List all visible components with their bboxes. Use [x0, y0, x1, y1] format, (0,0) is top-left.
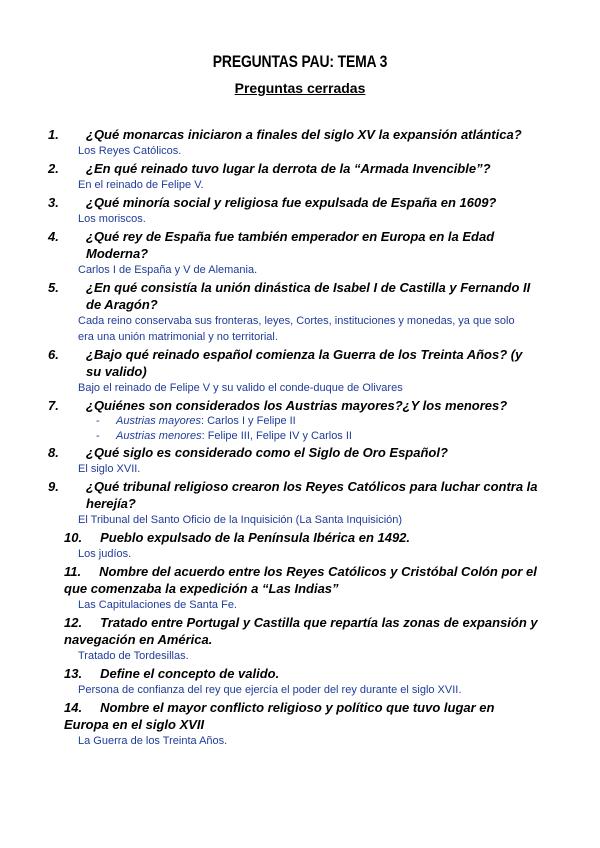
answer-7-item-1: - Austrias mayores: Carlos I y Felipe II — [96, 415, 296, 427]
question-3: 3. ¿Qué minoría social y religiosa fue expulsada de España en 1609? — [48, 195, 497, 210]
answer-13: Persona de confianza del rey que ejercía el poder del rey durante el siglo XVII. — [78, 684, 462, 696]
question-2: 2. ¿En qué reinado tuvo lugar la derrota de la “Armada Invencible”? — [48, 161, 491, 176]
answer-3: Los moriscos. — [78, 213, 146, 225]
question-1: 1. ¿Qué monarcas iniciaron a finales del siglo XV la expansión atlántica? — [48, 127, 522, 142]
answer-5: Cada reino conservaba sus fronteras, leyes, Cortes, instituciones y monedas, ya que solo era una unión matrimonial y no territorial. — [78, 315, 515, 343]
question-list — [0, 126, 600, 750]
answer-8: El siglo XVII. — [78, 463, 141, 475]
page-subtitle: Preguntas cerradas — [234, 80, 366, 96]
question-4: 4. ¿Qué rey de España fue también emperador en Europa en la Edad Moderna? — [48, 229, 495, 261]
question-9: 9. ¿Qué tribunal religioso crearon los Reyes Católicos para luchar contra la herejía? — [48, 479, 538, 511]
answer-11: Las Capitulaciones de Santa Fe. — [78, 599, 237, 611]
question-14: 14. Nombre el mayor conflicto religioso y político que tuvo lugar en Europa en el siglo XVII — [64, 700, 495, 732]
answer-6: Bajo el reinado de Felipe V y su valido el conde-duque de Olivares — [78, 382, 403, 394]
answer-12: Tratado de Tordesillas. — [78, 650, 189, 662]
question-8: 8. ¿Qué siglo es considerado como el Siglo de Oro Español? — [48, 445, 448, 460]
answer-10: Los judíos. — [78, 548, 132, 560]
question-10: 10. Pueblo expulsado de la Península Ibérica en 1492. — [64, 530, 411, 545]
answer-1: Los Reyes Católicos. — [78, 145, 182, 157]
question-11: 11. Nombre del acuerdo entre los Reyes Católicos y Cristóbal Colón por el que comenzaba la expedición a “Las Indias” — [64, 564, 537, 596]
question-5: 5. ¿En qué consistía la unión dinástica de Isabel I de Castilla y Fernando II de Aragón? — [48, 280, 531, 312]
question-13: 13. Define el concepto de valido. — [64, 666, 280, 681]
answer-4: Carlos I de España y V de Alemania. — [78, 264, 258, 276]
page-title: PREGUNTAS PAU: TEMA 3 — [212, 52, 388, 71]
question-12: 12. Tratado entre Portugal y Castilla que repartía las zonas de expansión y navegación en América. — [64, 615, 538, 647]
answer-14: La Guerra de los Treinta Años. — [78, 735, 228, 747]
answer-9: El Tribunal del Santo Oficio de la Inquisición (La Santa Inquisición) — [78, 514, 403, 526]
answer-2: En el reinado de Felipe V. — [78, 179, 204, 191]
answer-7-item-2: - Austrias menores: Felipe III, Felipe IV y Carlos II — [96, 430, 352, 442]
question-7: 7. ¿Quiénes son considerados los Austrias mayores?¿Y los menores? — [48, 398, 508, 413]
question-6: 6. ¿Bajo qué reinado español comienza la Guerra de los Treinta Años? (y su valido) — [48, 347, 523, 379]
